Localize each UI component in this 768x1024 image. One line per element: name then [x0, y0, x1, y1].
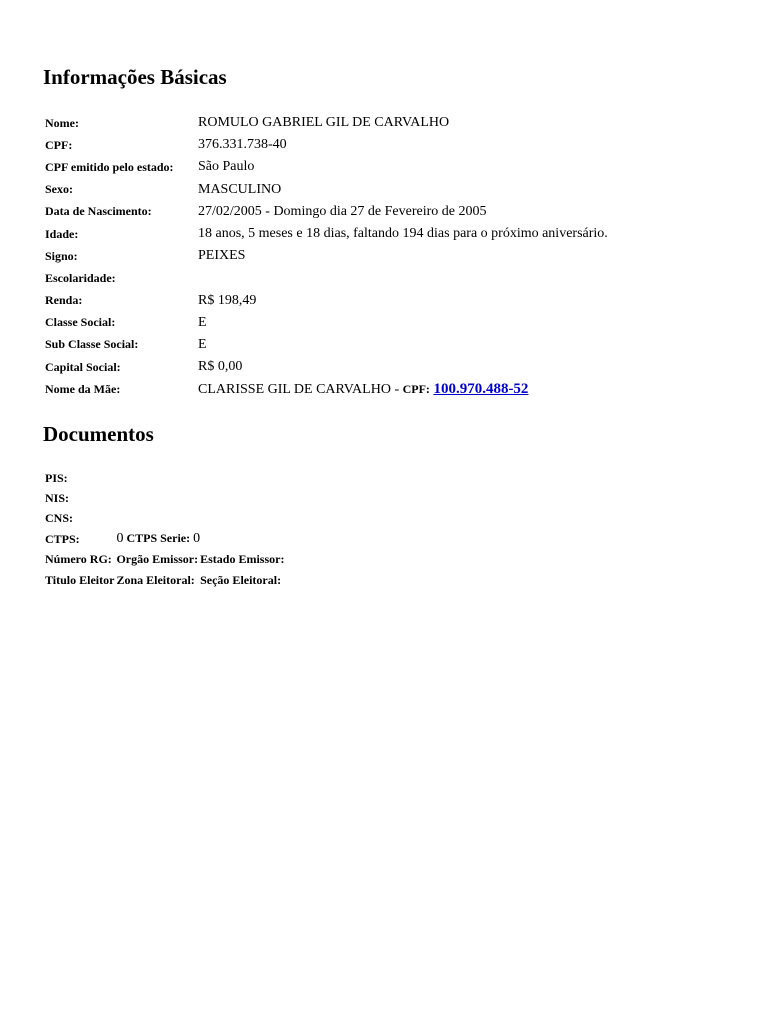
- value-ctps: 0: [116, 531, 124, 547]
- label-cpf: CPF:: [45, 137, 73, 152]
- label-classe-social: Classe Social:: [45, 315, 116, 330]
- row-classe-social: [43, 312, 608, 334]
- value-renda: R$ 198,49: [198, 292, 257, 308]
- label-sexo: Sexo:: [45, 182, 73, 197]
- row-nascimento: [43, 201, 608, 223]
- label-orgao-emissor: Orgão Emissor:: [116, 552, 199, 567]
- label-zona-eleitoral: Zona Eleitoral:: [116, 572, 195, 587]
- row-idade: [43, 223, 608, 245]
- row-nome-mae: [43, 378, 608, 400]
- row-cpf: [43, 134, 608, 156]
- value-ctps-serie: 0: [193, 531, 201, 547]
- row-nis: [43, 488, 284, 508]
- row-capital-social: [43, 356, 608, 378]
- label-idade: Idade:: [45, 226, 79, 241]
- value-nome-mae: [195, 378, 608, 400]
- row-escolaridade: [43, 267, 608, 289]
- row-pis: [43, 468, 284, 488]
- value-cpf-estado: São Paulo: [198, 159, 255, 175]
- value-classe-social: E: [198, 314, 207, 330]
- value-cpf: 376.331.738-40: [198, 137, 287, 153]
- value-sexo: MASCULINO: [198, 181, 282, 197]
- label-sub-classe-social: Sub Classe Social:: [45, 337, 139, 352]
- label-capital-social: Capital Social:: [45, 359, 121, 374]
- label-cpf-estado: CPF emitido pelo estado:: [45, 159, 174, 174]
- mother-name: CLARISSE GIL DE CARVALHO -: [198, 381, 400, 397]
- label-escolaridade: Escolaridade:: [45, 270, 116, 285]
- value-escolaridade: [195, 267, 608, 289]
- documents-table: [43, 468, 284, 590]
- value-sub-classe-social: E: [198, 336, 207, 352]
- row-sexo: [43, 179, 608, 201]
- label-estado-emissor: Estado Emissor:: [200, 552, 285, 567]
- mother-cpf-label: CPF:: [402, 381, 430, 396]
- label-secao-eleitoral: Seção Eleitoral:: [200, 572, 282, 587]
- value-capital-social: R$ 0,00: [198, 359, 243, 375]
- row-renda: [43, 290, 608, 312]
- ctps-values: [114, 529, 284, 549]
- basic-info-heading: Informações Básicas: [43, 65, 227, 89]
- label-renda: Renda:: [45, 293, 83, 308]
- label-cns: CNS:: [45, 511, 74, 526]
- row-cns: [43, 509, 284, 529]
- value-nome: ROMULO GABRIEL GIL DE CARVALHO: [198, 115, 450, 131]
- label-nis: NIS:: [45, 491, 70, 506]
- value-idade: 18 anos, 5 meses e 18 dias, faltando 194 dias para o próximo aniversário.: [198, 226, 608, 242]
- mother-cpf-link[interactable]: 100.970.488-52: [433, 380, 529, 397]
- label-signo: Signo:: [45, 248, 78, 263]
- label-titulo-eleitor: Titulo Eleitor: [45, 572, 115, 587]
- label-nascimento: Data de Nascimento:: [45, 204, 152, 219]
- row-nome: [43, 112, 608, 134]
- row-titulo: [43, 570, 284, 590]
- label-rg: Número RG:: [45, 552, 112, 567]
- label-pis: PIS:: [45, 470, 68, 485]
- label-ctps: CTPS:: [45, 531, 80, 546]
- label-nome-mae: Nome da Mãe:: [45, 381, 121, 396]
- row-ctps: [43, 529, 284, 549]
- documents-heading: Documentos: [43, 422, 154, 446]
- value-signo: PEIXES: [198, 248, 246, 264]
- label-ctps-serie: CTPS Serie:: [126, 531, 191, 546]
- row-signo: [43, 245, 608, 267]
- row-rg: [43, 550, 284, 570]
- value-nascimento: 27/02/2005 - Domingo dia 27 de Fevereiro de 2005: [198, 203, 487, 219]
- basic-info-table: [43, 112, 608, 400]
- label-nome: Nome:: [45, 115, 79, 130]
- row-sub-classe-social: [43, 334, 608, 356]
- row-cpf-estado: [43, 156, 608, 178]
